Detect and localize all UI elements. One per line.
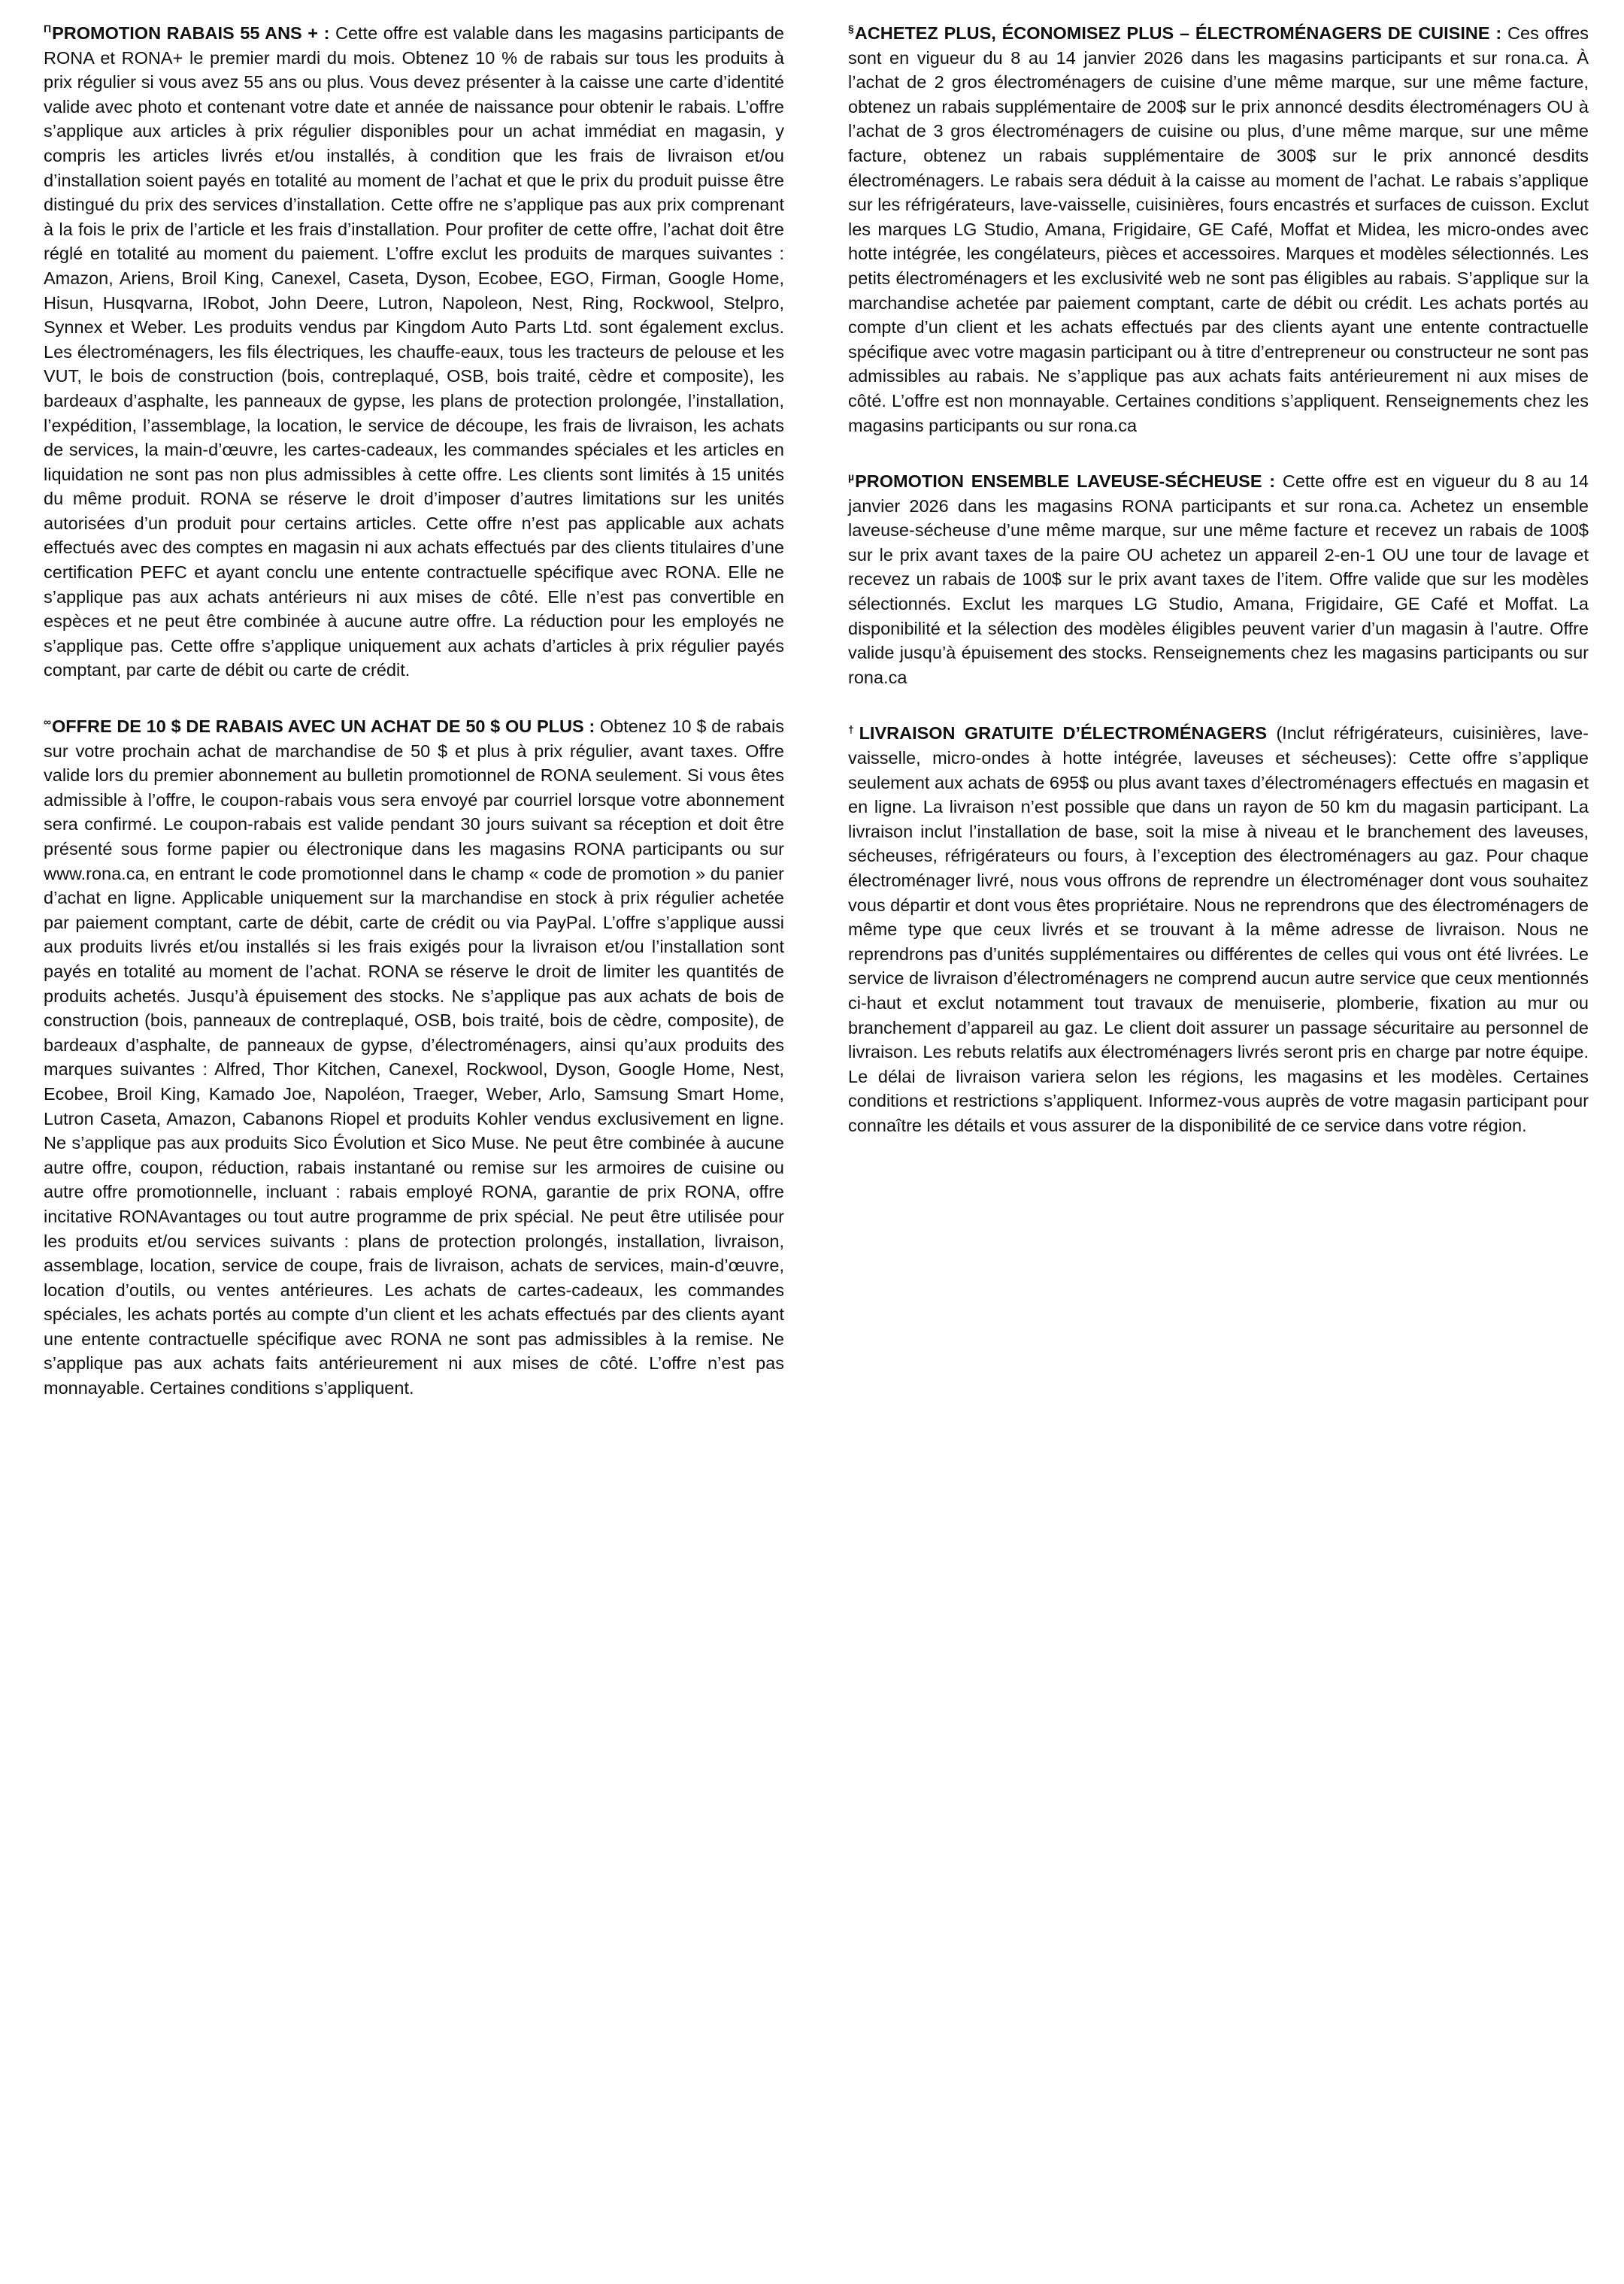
- section-body: (Inclut réfrigérateurs, cuisinières, lave-vaisselle, micro-ondes à hotte intégrée, laveuses et sécheuses): Cette offre s’applique seulement aux achats de 695$ ou plus avant taxes d’électroménagers effectués en magasin et en ligne. La livraison n’est possible que dans un rayon de 50 km du magasin participant. La livraison inclut l’installation de base, soit la mise à niveau et le branchement des laveuses, sécheuses, réfrigérateurs ou fours, à l’exception des électroménagers au gaz. Pour chaque électroménager livré, nous vous offrons de reprendre un électroménager dont vous souhaitez vous départir et dont vous êtes propriétaire. Nous ne reprendrons que des électroménagers de même type que ceux livrés et se trouvant à la même adresse de livraison. Nous ne reprendrons pas d’unités supplémentaires ou différentes de celles qui vous ont été livrées. Le service de livraison d’électroménagers ne comprend aucun autre service que ceux mentionnés ci-haut et exclut notamment tout travaux de menuiserie, plomberie, fixation au mur ou branchement d’appareil au gaz. Le client doit assurer un passage sécuritaire au personnel de livraison. Les rebuts relatifs aux électroménagers livrés seront pris en charge par notre équipe. Le délai de livraison variera selon les régions, les magasins et les modèles. Certaines conditions et restrictions s’appliquent. Informez-vous auprès de votre magasin participant pour connaître les détails et vous assurer de la disponibilité de ce service dans votre région.: [848, 723, 1589, 1135]
- footnote-mark: §: [848, 23, 854, 35]
- footnote-mark: µ: [848, 471, 855, 483]
- kitchen-appliances-bundle-section: [848, 21, 1589, 438]
- section-body: Ces offres sont en vigueur du 8 au 14 janvier 2026 dans les magasins participants et sur rona.ca. À l’achat de 2 gros électroménagers de cuisine d’une même marque, sur une même facture, obtenez un rabais supplémentaire de 200$ sur le prix annoncé desdits électroménagers OU à l’achat de 3 gros électroménagers de cuisine ou plus, d’une même marque, sur une même facture, obtenez un rabais supplémentaire de 300$ sur le prix annoncé desdits électroménagers. Le rabais sera déduit à la caisse au moment de l’achat. Le rabais s’applique sur les réfrigérateurs, lave-vaisselle, cuisinières, fours encastrés et surfaces de cuisson. Exclut les marques LG Studio, Amana, Frigidaire, GE Café, Moffat et Midea, les micro-ondes avec hotte intégrée, les congélateurs, pièces et accessoires. Marques et modèles sélectionnés. Les petits électroménagers et les exclusivité web ne sont pas éligibles au rabais. S’applique sur la marchandise achetée par paiement comptant, carte de débit ou crédit. Les achats portés au compte d’un client et les achats effectués par des clients ayant une entente contractuelle spécifique avec votre magasin participant ou à titre d’entrepreneur ou constructeur ne sont pas admissibles au rabais. Ne s’applique pas aux achats faits antérieurement ni aux mises de côté. L’offre est non monnayable. Certaines conditions s’appliquent. Renseignements chez les magasins participants ou sur rona.ca: [848, 23, 1589, 435]
- promo-55-plus-section: [44, 21, 784, 683]
- section-heading: OFFRE DE 10 $ DE RABAIS AVEC UN ACHAT DE 50 $ OU PLUS :: [51, 716, 595, 737]
- section-body: Cette offre est valable dans les magasins participants de RONA et RONA+ le premier mardi du mois. Obtenez 10 % de rabais sur tous les produits à prix régulier si vous avez 55 ans ou plus. Vous devez présenter à la caisse une carte d’identité valide avec photo et contenant votre date et année de naissance pour obtenir le rabais. L’offre s’applique aux articles à prix régulier disponibles pour un achat immédiat en magasin, y compris les articles livrés et/ou installés, à condition que les frais de livraison et/ou d’installation soient payés en totalité au moment de l’achat et que le prix du produit puisse être distingué du prix des services d’installation. Cette offre ne s’applique pas aux prix comprenant à la fois le prix de l’article et les frais d’installation. Pour profiter de cette offre, l’achat doit être réglé en totalité au moment du paiement. L’offre exclut les produits de marques suivantes : Amazon, Ariens, Broil King, Canexel, Caseta, Dyson, Ecobee, EGO, Firman, Google Home, Hisun, Husqvarna, IRobot, John Deere, Lutron, Napoleon, Nest, Ring, Rockwool, Stelpro, Synnex et Weber. Les produits vendus par Kingdom Auto Parts Ltd. sont également exclus. Les électroménagers, les fils électriques, les chauffe-eaux, tous les tracteurs de pelouse et les VUT, le bois de construction (bois, contreplaqué, OSB, bois traité, cèdre et composite), les bardeaux d’asphalte, les panneaux de gypse, les plans de protection prolongée, l’installation, l’expédition, l’assemblage, la location, le service de découpe, les frais de livraison, les achats de services, la main-d’œuvre, les cartes-cadeaux, les commandes spéciales et les articles en liquidation ne sont pas non plus admissibles à cette offre. Les clients sont limités à 15 unités du même produit. RONA se réserve le droit d’imposer d’autres limitations sur les unités autorisées d’un produit pour certains articles. Cette offre n’est pas applicable aux achats effectués avec des comptes en magasin ni aux achats effectués par des clients titulaires d’une certification PEFC et ayant conclu une entente contractuelle spécifique avec RONA. Elle ne s’applique pas aux achats antérieurs ni aux mises de côté. Elle n’est pas convertible en espèces et ne peut être combinée à aucune autre offre. La réduction pour les employés ne s’applique pas. Cette offre s’applique uniquement aux achats d’articles à prix régulier payés comptant, par carte de débit ou carte de crédit.: [44, 23, 785, 680]
- footnote-mark: Π: [44, 23, 52, 35]
- section-heading: PROMOTION RABAIS 55 ANS + :: [52, 23, 330, 43]
- free-appliance-delivery-section: [848, 721, 1589, 1137]
- right-column: [848, 21, 1589, 1170]
- washer-dryer-promo-section: [848, 469, 1589, 689]
- promo-10-off-50-section: [44, 714, 784, 1401]
- section-body: Obtenez 10 $ de rabais sur votre prochain achat de marchandise de 50 $ et plus à prix régulier, avant taxes. Offre valide lors du premier abonnement au bulletin promotionnel de RONA seulement. Si vous êtes admissible à l’offre, le coupon-rabais vous sera envoyé par courriel lorsque votre abonnement sera confirmé. Le coupon-rabais est valide pendant 30 jours suivant sa réception et doit être présenté sous forme papier ou électronique dans les magasins RONA participants ou sur www.rona.ca, en entrant le code promotionnel dans le champ « code de promotion » du panier d’achat en ligne. Applicable uniquement sur la marchandise en stock à prix régulier achetée par paiement comptant, carte de débit, carte de crédit ou via PayPal. L’offre s’applique aussi aux produits livrés et/ou installés si les frais exigés pour la livraison et/ou l’installation sont payés en totalité au moment de l’achat. RONA se réserve le droit de limiter les quantités de produits achetés. Jusqu’à épuisement des stocks. Ne s’applique pas aux achats de bois de construction (bois, panneaux de contreplaqué, OSB, bois traité, bois de cèdre, composite), de bardeaux d’asphalte, de panneaux de gypse, d’électroménagers, ainsi qu’aux produits des marques suivantes : Alfred, Thor Kitchen, Canexel, Rockwool, Dyson, Google Home, Nest, Ecobee, Broil King, Kamado Joe, Napoléon, Traeger, Weber, Arlo, Samsung Smart Home, Lutron Caseta, Amazon, Cabanons Riopel et produits Kohler vendus exclusivement en ligne. Ne s’applique pas aux produits Sico Évolution et Sico Muse. Ne peut être combinée à aucune autre offre, coupon, réduction, rabais instantané ou remise sur les armoires de cuisine ou autre offre promotionnelle, incluant : rabais employé RONA, garantie de prix RONA, offre incitative RONAvantages ou tout autre programme de prix spécial. Ne peut être utilisée pour les produits et/ou services suivants : plans de protection prolongés, installation, livraison, assemblage, location, service de coupe, frais de livraison, achats de services, main-d’œuvre, location d’outils, ou ventes antérieures. Les achats de cartes-cadeaux, les commandes spéciales, les achats portés au compte d’un client et les achats effectués par des clients ayant une entente contractuelle spécifique avec RONA ne sont pas admissibles à la remise. Ne s’applique pas aux achats faits antérieurement ni aux mises de côté. L’offre n’est pas monnayable. Certaines conditions s’appliquent.: [44, 716, 784, 1398]
- section-heading: ACHETEZ PLUS, ÉCONOMISEZ PLUS – ÉLECTROMÉNAGERS DE CUISINE :: [854, 23, 1502, 43]
- footnote-mark: †: [848, 722, 859, 735]
- section-body: Cette offre est en vigueur du 8 au 14 janvier 2026 dans les magasins RONA participants et sur rona.ca. Achetez un ensemble laveuse-sécheuse d’une même marque, sur une même facture et recevez un rabais de 100$ sur le prix avant taxes de la paire OU achetez un appareil 2-en-1 OU une tour de lavage et recevez un rabais de 100$ sur le prix avant taxes de l’item. Offre valide que sur les modèles sélectionnés. Exclut les marques LG Studio, Amana, Frigidaire, GE Café et Moffat. La disponibilité et la sélection des modèles éligibles peuvent varier d’un magasin à l’autre. Offre valide jusqu’à épuisement des stocks. Renseignements chez les magasins participants ou sur rona.ca: [848, 471, 1589, 687]
- section-heading: PROMOTION ENSEMBLE LAVEUSE-SÉCHEUSE :: [855, 471, 1276, 492]
- section-heading: LIVRAISON GRATUITE D’ÉLECTROMÉNAGERS: [859, 723, 1268, 744]
- footnote-mark: ∞: [44, 716, 51, 729]
- left-column: [44, 21, 784, 1432]
